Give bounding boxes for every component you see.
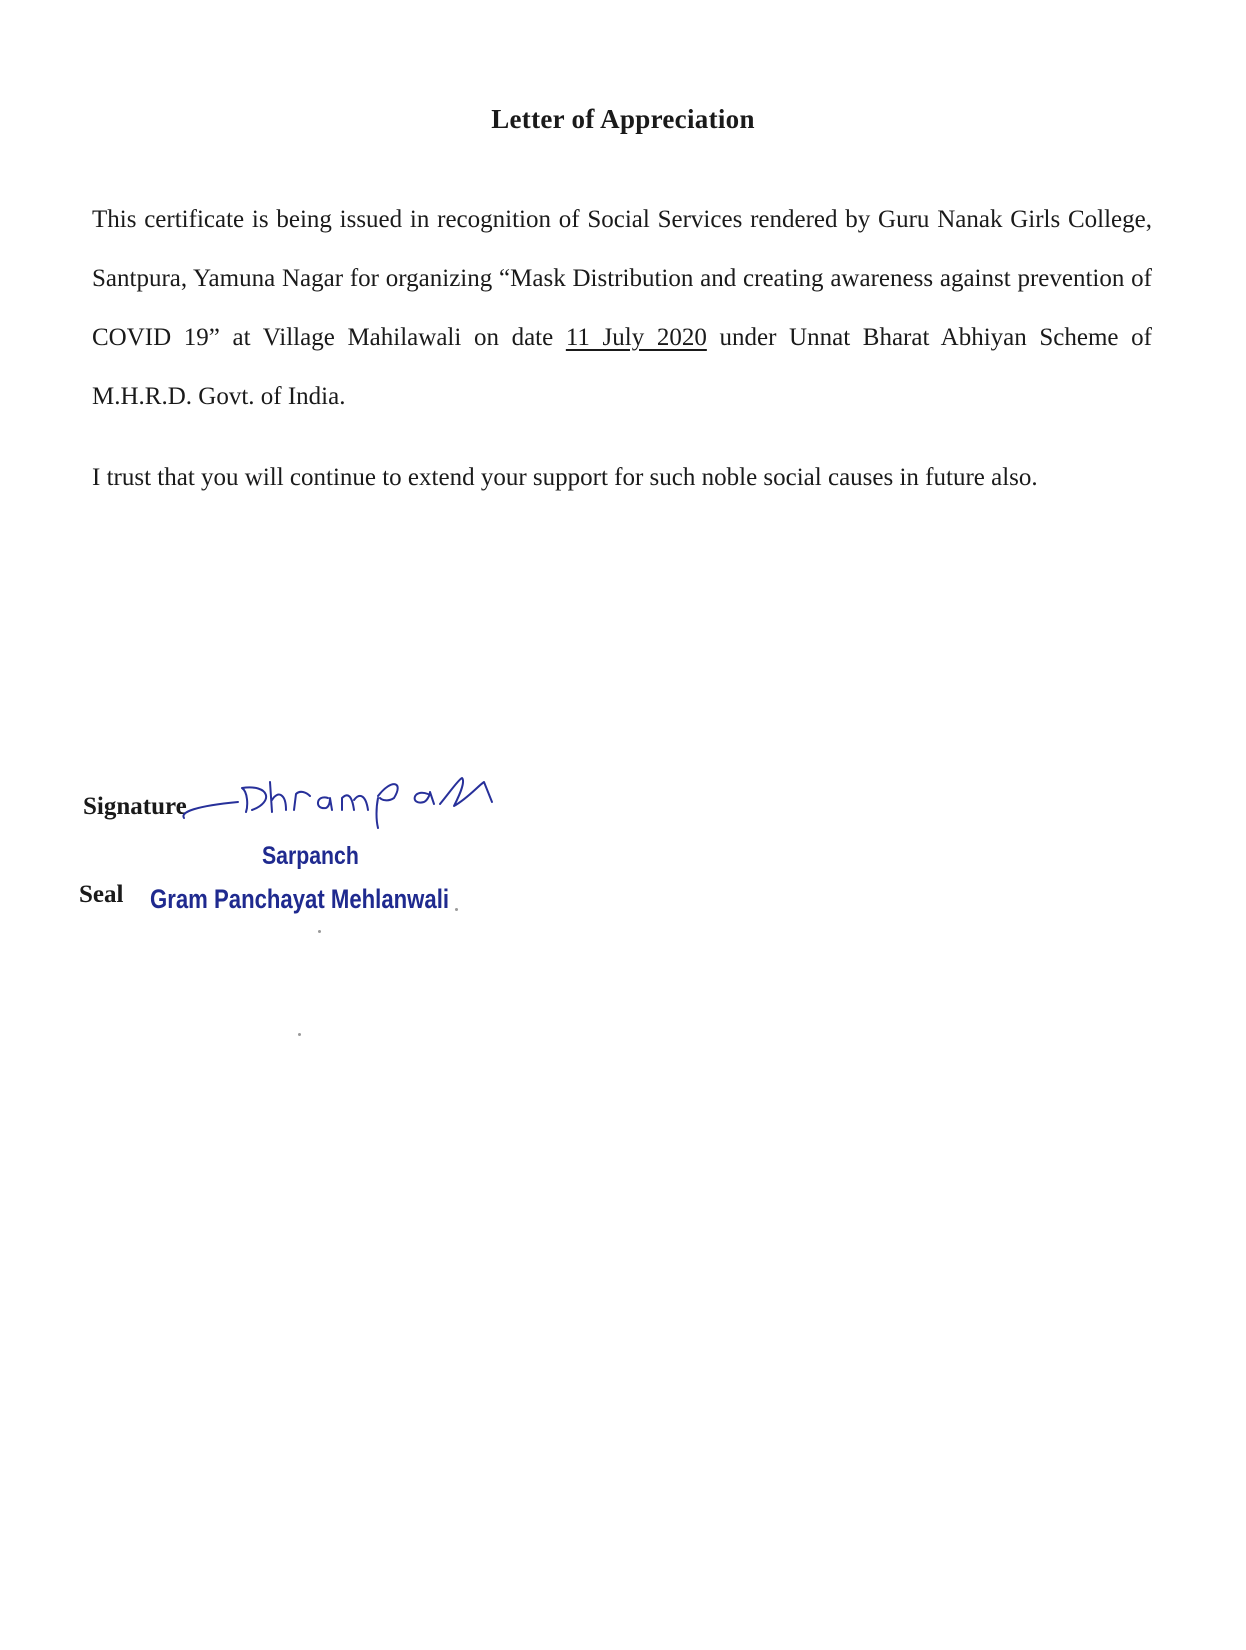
paragraph-trust: I trust that you will continue to extend your support for such noble social causes in future also. xyxy=(92,464,1038,491)
scan-speck xyxy=(298,1033,301,1036)
paragraph-recognition-scheme: under Unnat Bharat Abhiyan Scheme of M.H.R.D. Govt. of India. xyxy=(92,324,1152,410)
letter-title: Letter of Appreciation xyxy=(491,104,755,134)
scan-speck xyxy=(318,930,321,933)
scan-speck xyxy=(455,908,458,911)
stamp-organization: Gram Panchayat Mehlanwali xyxy=(150,884,450,914)
stamp-title: Sarpanch xyxy=(262,842,359,870)
event-date: 11 July 2020 xyxy=(565,324,707,351)
paragraph-recognition-text: This certificate is being issued in recognition of Social Services rendered by Guru Nanak Girls College, Santpura, Yamuna Nagar for organizing “Mask Distribution and creating awareness against prevention of COVID 19” at Village Mahilawali on date xyxy=(92,206,1152,351)
paragraph-recognition xyxy=(92,190,1152,426)
signature-label: Signature xyxy=(83,793,187,820)
handwritten-signature xyxy=(178,772,568,862)
seal-label: Seal xyxy=(79,881,124,908)
